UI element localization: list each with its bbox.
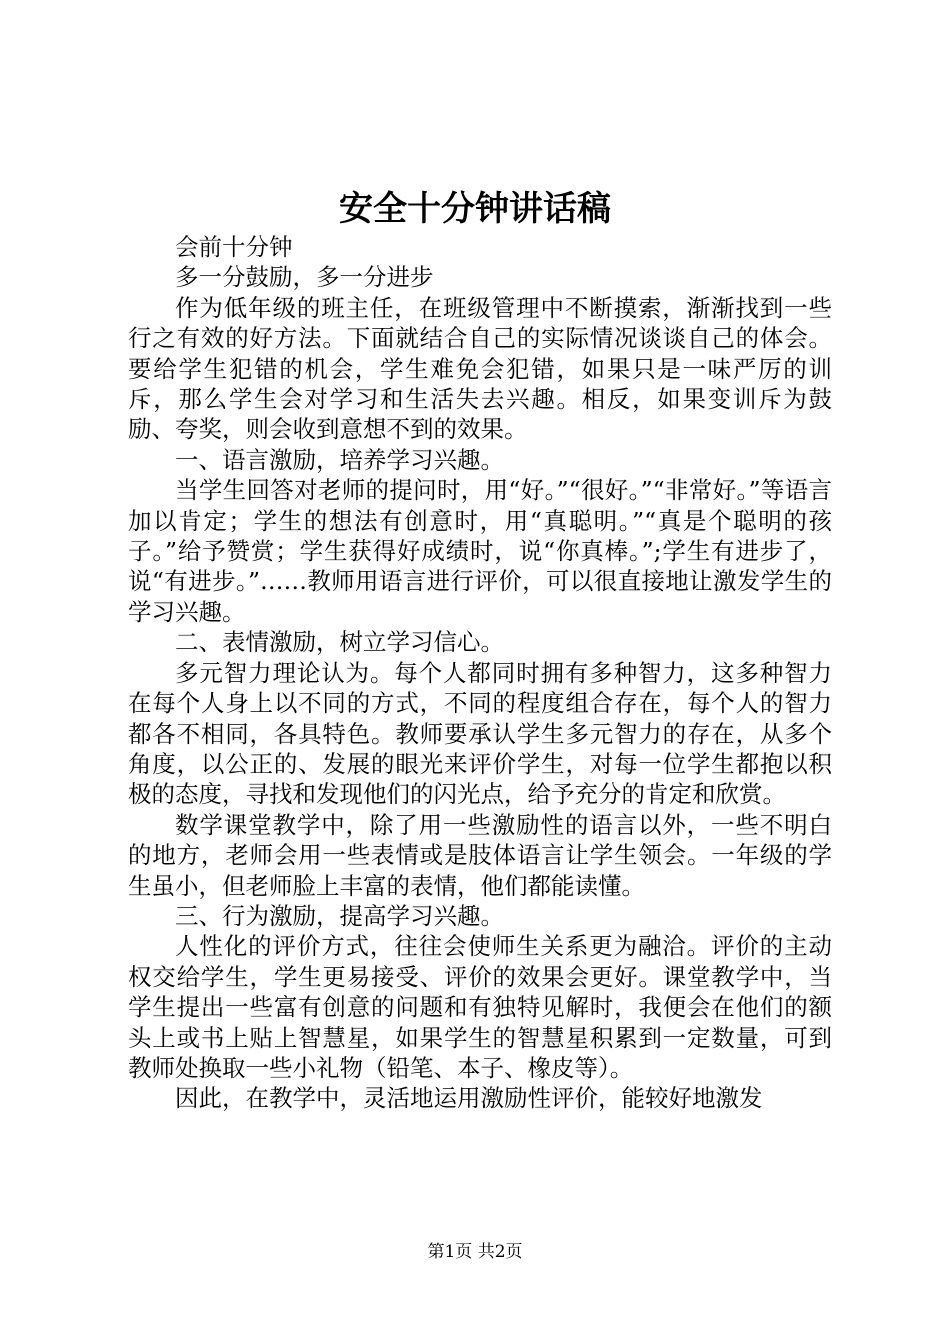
paragraph: 多元智力理论认为。每个人都同时拥有多种智力，这多种智力在每个人身上以不同的方式，不同的程度组合存在，每个人的智力都各不相同，各具特色。教师要承认学生多元智力的存在，从多个角度，以公正的、发展的眼光来评价学生，对每一位学生都抱以积极的态度，寻找和发现他们的闪光点，给予充分的肯定和欣赏。 xyxy=(128,658,832,809)
section-heading: 二、表情激励，树立学习信心。 xyxy=(175,628,504,657)
page-number-footer: 第1页 共2页 xyxy=(427,1242,523,1262)
paragraph: 多一分鼓励，多一分进步 xyxy=(175,263,434,292)
paragraph: 数学课堂教学中，除了用一些激励性的语言以外，一些不明白的地方，老师会用一些表情或是肢体语言让学生领会。一年级的学生虽小，但老师脸上丰富的表情，他们都能读懂。 xyxy=(128,810,832,900)
paragraph: 会前十分钟 xyxy=(175,233,293,261)
paragraph: 人性化的评价方式，往往会使师生关系更为融洽。评价的主动权交给学生，学生更易接受、评价的效果会更好。课堂教学中，当学生提出一些富有创意的问题和有独特见解时，我便会在他们的额头上或书上贴上智慧星，如果学生的智慧星积累到一定数量，可到教师处换取一些小礼物（铅笔、本子、橡皮等）。 xyxy=(128,932,832,1082)
document-body xyxy=(128,232,832,1114)
paragraph: 当学生回答对老师的提问时，用“好。”“很好。”“非常好。”等语言加以肯定；学生的想法有创意时，用“真聪明。”“真是个聪明的孩子。”给予赞赏；学生获得好成绩时，说“你真棒。”;学生有进步了，说“有进步。”……教师用语言进行评价，可以很直接地让激发学生的学习兴趣。 xyxy=(128,476,832,626)
document-title: 安全十分钟讲话稿 xyxy=(339,189,611,229)
section-heading: 三、行为激励，提高学习兴趣。 xyxy=(175,901,504,930)
section-heading: 一、语言激励，培养学习兴趣。 xyxy=(175,445,504,474)
paragraph: 作为低年级的班主任，在班级管理中不断摸索，渐渐找到一些行之有效的好方法。下面就结合自己的实际情况谈谈自己的体会。要给学生犯错的机会，学生难免会犯错，如果只是一味严厉的训斥，那么学生会对学习和生活失去兴趣。相反，如果变训斥为鼓励、夸奖，则会收到意想不到的效果。 xyxy=(128,293,832,444)
paragraph: 因此，在教学中，灵活地运用激励性评价，能较好地激发 xyxy=(175,1084,763,1113)
